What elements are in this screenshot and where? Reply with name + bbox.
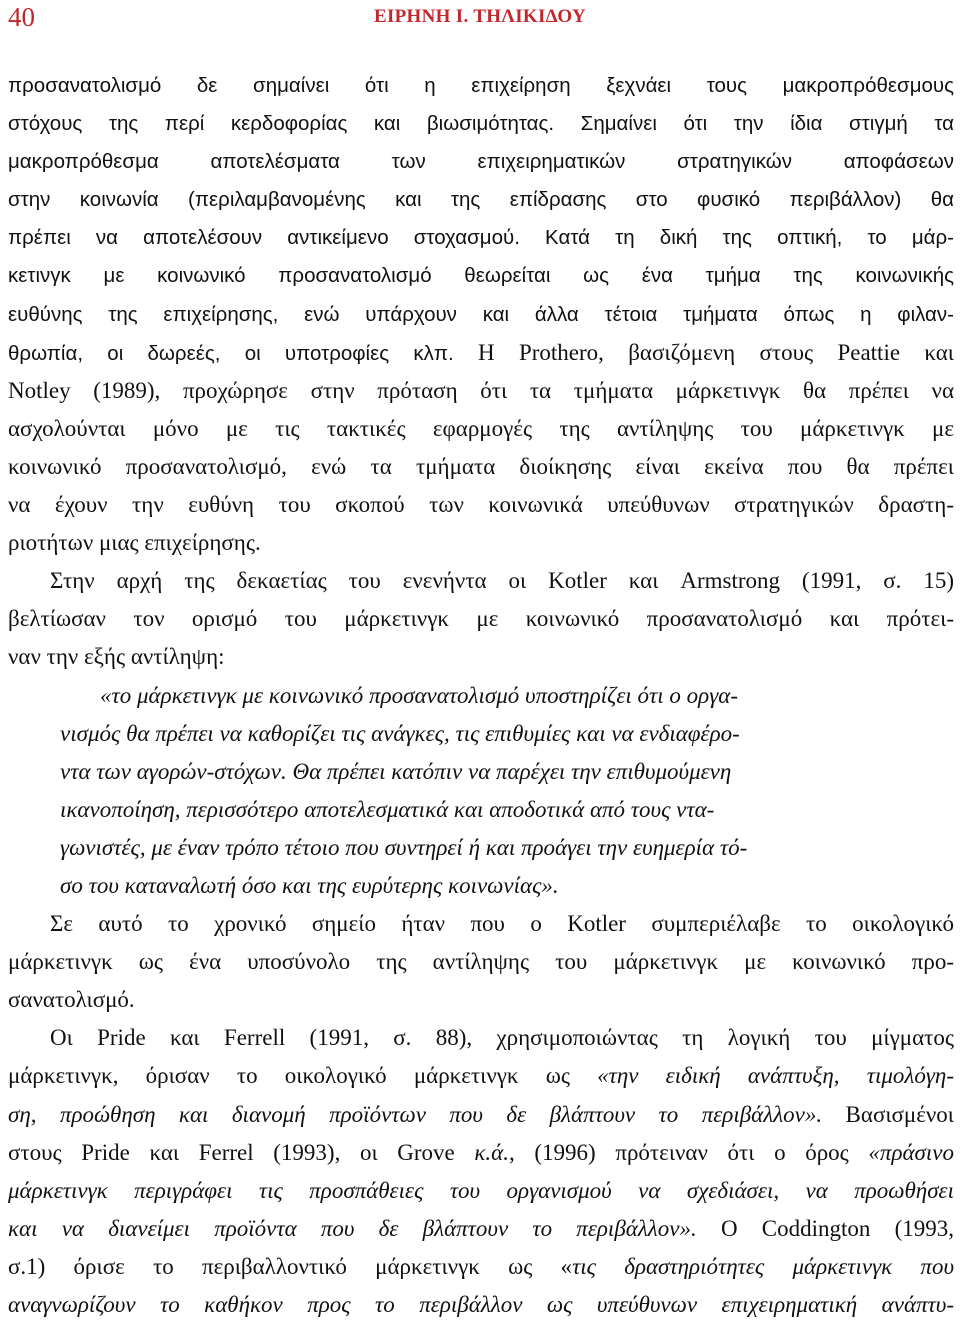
text-line: Στην αρχή της δεκαετίας του ενενήντα οι Kotler και Armstrong (1991, σ. 15) [50, 568, 954, 594]
quote-text: νισμός θα πρέπει να καθορίζει τις ανάγκες, τις επιθυμίες και να ενδιαφέρο- [60, 720, 740, 746]
text-line: ευθύνης της επιχείρησης, ενώ υπάρχουν και άλλα τέτοια τμήματα όπως η φιλαν- [8, 302, 954, 326]
text-line: κετινγκ με κοινωνικό προσανατολισμό θεωρείται ως ένα τμήμα της κοινωνικής [8, 264, 954, 288]
text-segment: Ο Coddington (1993, [720, 1215, 954, 1241]
text-segment: Η Prothero, βασιζόμενη στους Peattie και [478, 339, 954, 365]
quote-line [8, 791, 954, 829]
text-line [8, 1057, 954, 1095]
text-line: σανατολισμό. [8, 987, 135, 1013]
quote-text: γωνιστές, με έναν τρόπο τέτοιο που συντηρεί ή και προάγει την ευημερία τό- [60, 834, 748, 860]
text-segment: Κατά τη δική της οπτική, το μάρ- [545, 226, 954, 250]
text-line: στόχους της περί κερδοφορίας και βιωσιμότητας. Σημαίνει ότι την ίδια στιγμή τα [8, 112, 954, 136]
quote-text: «το μάρκετινγκ με κοινωνικό προσανατολισμό υποστηρίζει ότι ο οργα- [100, 682, 738, 708]
text-segment: μάρκετινγκ περιγράφει τις προσπάθειες του οργανισμού να σχεδιάσει, να προωθήσει [8, 1177, 954, 1203]
body-text [8, 67, 954, 1324]
text-segment: θρωπία, οι δωρεές, οι υποτροφίες κλπ. [8, 341, 479, 365]
text-line [8, 1286, 954, 1324]
text-line: να έχουν την ευθύνη του σκοπού των κοινωνικά υπεύθυνων στρατηγικών δραστη- [8, 492, 954, 518]
text-line: στην κοινωνία (περιλαμβανομένης και της επίδρασης στο φυσικό περιβάλλον) θα [8, 188, 954, 212]
text-segment: πρέπει να αποτελέσουν αντικείμενο στοχασμού. [8, 226, 546, 250]
text-line: ασχολούνται μόνο με τις τακτικές εφαρμογές της αντίληψης του μάρκετινγκ με [8, 415, 954, 441]
text-segment: και να διανείμει προϊόντα που δε βλάπτουν το περιβάλλον». [8, 1215, 721, 1241]
text-line [8, 1134, 954, 1172]
quote-line [8, 677, 954, 715]
quote-text: σο του καταναλωτή όσο και της ευρύτερης κοινωνίας». [60, 872, 559, 898]
text-segment: σ.1) όρισε το περιβαλλοντικό μάρκετινγκ ως « [8, 1253, 573, 1279]
quote-line [8, 753, 954, 791]
text-line: μακροπρόθεσμα αποτελέσματα των επιχειρηματικών στρατηγικών αποφάσεων [8, 150, 954, 174]
text-line [8, 1248, 954, 1286]
text-line [8, 1210, 954, 1248]
text-segment: στους Pride και Ferrel (1993), οι Grove [8, 1139, 475, 1165]
text-line: προσανατολισμό δε σημαίνει ότι η επιχείρηση ξεχνάει τους μακροπρόθεσμους [8, 74, 954, 97]
text-segment: ση, προώθηση και διανομή προϊόντων που δε βλάπτουν το περιβάλλον». [8, 1101, 846, 1127]
text-segment: Βασισμένοι [845, 1101, 954, 1127]
text-line: μάρκετινγκ ως ένα υποσύνολο της αντίληψης του μάρκετινγκ με κοινωνικό προ- [8, 949, 954, 975]
text-line: κοινωνικό προσανατολισμό, ενώ τα τμήματα διοίκησης είναι εκείνα που θα πρέπει [8, 453, 954, 479]
quote-text: ικανοποίηση, περισσότερο αποτελεσματικά και αποδοτικά από τους ντα- [60, 796, 715, 822]
page-number: 40 [8, 2, 35, 32]
text-segment: «πράσινο [868, 1139, 954, 1165]
text-line: ναν την εξής αντίληψη: [8, 644, 225, 670]
quote-line [8, 829, 954, 867]
text-line [8, 219, 954, 257]
text-line [8, 334, 954, 372]
text-segment: τις δραστηριότητες μάρκετινγκ που [572, 1253, 954, 1279]
text-line [8, 1096, 954, 1134]
text-line: Σε αυτό το χρονικό σημείο ήταν που ο Kotler συμπεριέλαβε το οικολογικό [50, 911, 954, 937]
text-line: βελτίωσαν τον ορισμό του μάρκετινγκ με κοινωνικό προσανατολισμό και πρότει- [8, 606, 954, 632]
text-line: Οι Pride και Ferrell (1991, σ. 88), χρησιμοποιώντας τη λογική του μίγματος [50, 1025, 954, 1051]
text-line [8, 1172, 954, 1210]
text-segment: , (1996) πρότειναν ότι ο όρος [509, 1139, 869, 1165]
quote-line [8, 867, 954, 905]
quote-line [8, 715, 954, 753]
text-segment: «την ειδική ανάπτυξη, τιμολόγη- [597, 1063, 954, 1089]
text-line: Notley (1989), προχώρησε στην πρόταση ότι τα τμήματα μάρκετινγκ θα πρέπει να [8, 377, 954, 403]
running-head: ΕΙΡΗΝΗ Ι. ΤΗΛΙΚΙΔΟΥ [373, 6, 587, 27]
quote-text: ντα των αγορών-στόχων. Θα πρέπει κατόπιν να παρέχει την επιθυμούμενη [60, 758, 732, 784]
text-line: ριοτήτων μιας επιχείρησης. [8, 530, 261, 556]
text-segment: αναγνωρίζουν το καθήκον προς το περιβάλλον ως υπεύθυνων επιχειρηματική ανάπτυ- [8, 1292, 954, 1317]
text-segment: μάρκετινγκ, όρισαν το οικολογικό μάρκετινγκ ως [8, 1063, 598, 1089]
text-segment: κ.ά. [474, 1139, 510, 1165]
